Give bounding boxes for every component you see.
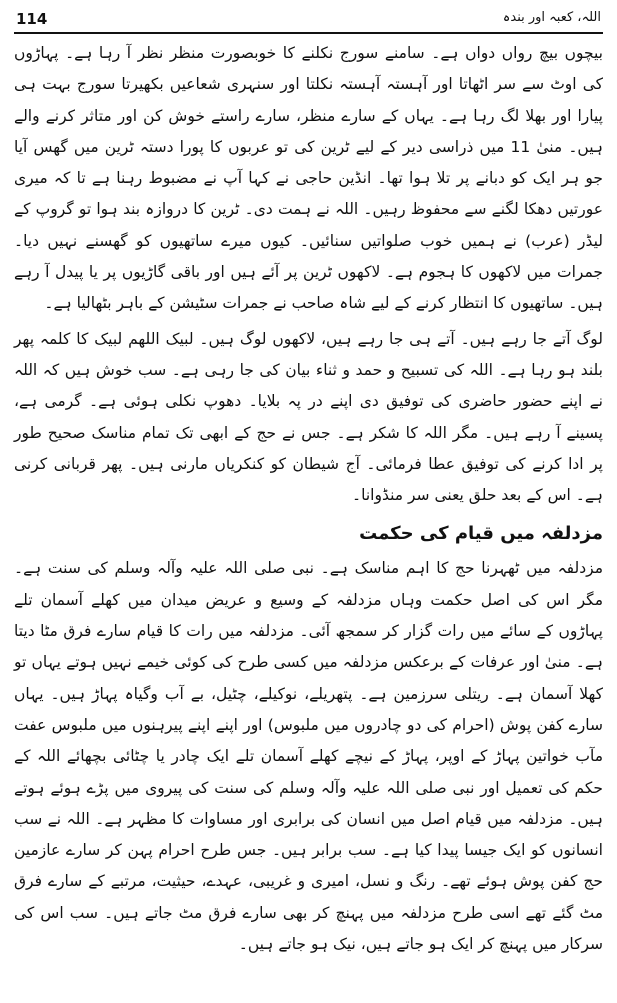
paragraph-1: بیچوں بیچ رواں دواں ہے۔ سامنے سورج نکلنے کا خوبصورت منظر نظر آ رہا ہے۔ پہاڑوں کی اوٹ سے سر اٹھاتا اور آہستہ آہستہ نکلتا اور سنہری شعاعیں بکھیرتا سورج بہت ہی پیارا اور بھلا لگ رہا ہے۔ یہاں کے سارے منظر، سارے راستے خوش کن اور متاثر کرنے والے ہیں۔ منیٰ 11 میں ذراسی دیر کے لیے ٹرین کی تو عربوں کا پورا دستہ ٹرین میں گھس آیا جو ہر ایک کو دبانے پر تلا ہوا تھا۔ انڈین حاجی نے کہا آپ نے مضبوط رہنا ہے تا کہ میری عورتیں دھکا لگنے سے محفوظ رہیں۔ اللہ نے ہمت دی۔ ٹرین کا دروازہ بند ہوا تو گروپ کے لیڈر (عرب) نے ہمیں خوب صلواتیں سنائیں۔ کیوں میرے ساتھیوں کو گھسنے نہیں دیا۔ جمرات میں لاکھوں کا ہجوم ہے۔ لاکھوں ٹرین پر آئے ہیں اور باقی گاڑیوں پر یا پیدل آ رہے ہیں۔ ساتھیوں کا انتظار کرنے کے لیے شاہ صاحب نے جمرات سٹیشن کے باہر بٹھالیا ہے۔ [14, 44, 604, 313]
running-title: اللہ، کعبہ اور بندہ [502, 10, 601, 25]
page-body [14, 38, 603, 960]
section-heading: مزدلفہ میں قیام کی حکمت [359, 523, 603, 545]
page-header [14, 8, 603, 30]
paragraph-2: لوگ آتے جا رہے ہیں۔ آتے ہی جا رہے ہیں، لاکھوں لوگ ہیں۔ لبیک اللھم لبیک کا کلمہ پھر بلند ہو رہا ہے۔ اللہ کی تسبیح و حمد و ثناء بیان کی جا رہی ہے۔ سب خوش ہیں کہ اللہ نے اپنے حضور حاضری کی توفیق دی اپنے در پہ بلایا۔ دھوپ نکلی ہوئی ہے۔ گرمی ہے، پسینے آ رہے ہیں۔ مگر اللہ کا شکر ہے۔ جس نے حج کے ابھی تک تمام مناسک صحیح طور پر ادا کرنے کی توفیق عطا فرمائی۔ آج شیطان کو کنکریاں مارنی ہیں۔ پھر قربانی کرنی ہے۔ اس کے بعد حلق یعنی سر منڈوانا۔ [14, 329, 603, 505]
page-number: 114 [16, 10, 48, 28]
header-divider [14, 32, 603, 34]
paragraph-3: مزدلفہ میں ٹھہرنا حج کا اہم مناسک ہے۔ نبی صلی اللہ علیہ وآلہ وسلم کی سنت ہے۔ مگر اس کی اصل حکمت وہاں مزدلفہ کے وسیع و عریض میدان میں کھلے آسمان تلے پہاڑوں کے سائے میں رات گزار کر سمجھ آئی۔ مزدلفہ میں رات کا قیام سارے فرق مٹا دیتا ہے۔ منیٰ اور عرفات کے برعکس مزدلفہ میں کسی طرح کی کوئی خیمے نہیں ہوتے یہاں تو کھلا آسمان ہے۔ ریتلی سرزمین ہے۔ پتھریلے، نوکیلے، چٹیل، بے آب وگیاہ پہاڑ ہیں۔ یہاں سارے کفن پوش (احرام کی دو چادروں میں ملبوس) اور اپنے اپنے پیرہنوں میں ملبوس عفت مآب خواتین پہاڑ کے اوپر، پہاڑ کے نیچے کھلے آسمان تلے ایک چادر یا چٹائی بچھائے اللہ کے حکم کی تعمیل اور نبی صلی اللہ علیہ وآلہ وسلم کی سنت کی پیروی میں پڑے ہوئے ہوتے ہیں۔ مزدلفہ میں قیام اصل میں انسان کی برابری اور مساوات کا مظہر ہے۔ اللہ نے سب انسانوں کو ایک جیسا پیدا کیا ہے۔ سب برابر ہیں۔ جس طرح احرام پہن کر سارے عازمین حج کفن پوش ہوئے تھے۔ رنگ و نسل، امیری و غریبی، عہدے، حیثیت، مرتبے کے سارے فرق مٹ گئے تھے اسی طرح مزدلفہ میں پہنچ کر بھی سارے فرق مٹ جاتے ہیں۔ سب اس کی سرکار میں پہنچ کر ایک ہو جاتے ہیں، نیک ہو جاتے ہیں۔ [14, 559, 603, 954]
